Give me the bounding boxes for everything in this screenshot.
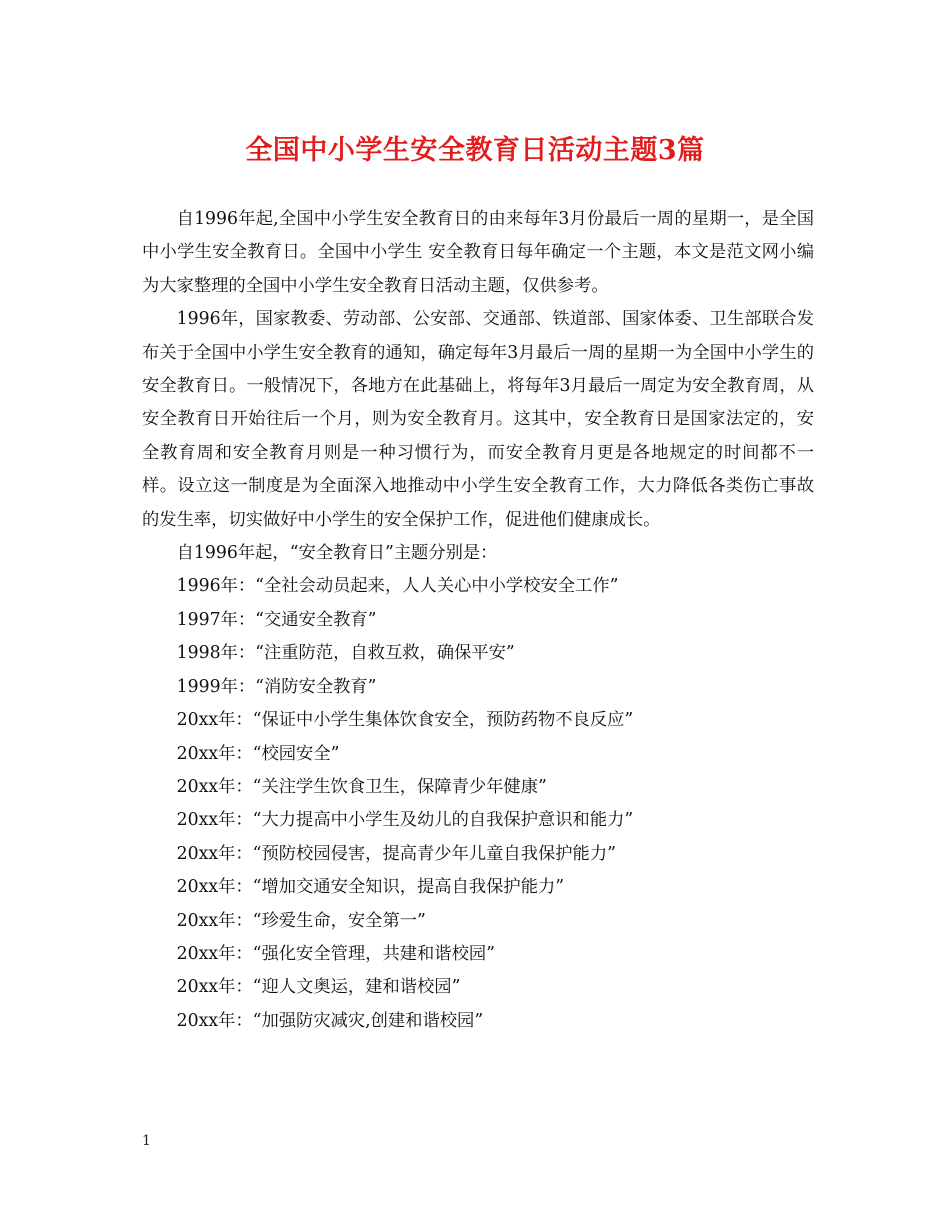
- list-item: 1998年：“注重防范，自救互救，确保平安”: [176, 643, 515, 664]
- list-item: 20xx年：“珍爱生命，安全第一”: [176, 910, 426, 931]
- list-item: 20xx年：“大力提高中小学生及幼儿的自我保护意识和能力”: [176, 810, 634, 831]
- list-item: 20xx年：“加强防灾减灾,创建和谐校园”: [176, 1010, 484, 1031]
- list-item: 20xx年：“强化安全管理，共建和谐校园”: [176, 943, 495, 964]
- intro-paragraph: 自1996年起,全国中小学生安全教育日的由来每年3月份最后一周的星期一，是全国中小学生安全教育日。全国中小学生 安全教育日每年确定一个主题，本文是范文网小编为大家整理的全国中小学生安全教育日活动主题，仅供参考。: [142, 209, 814, 296]
- themes-heading-paragraph: 自1996年起，“安全教育日”主题分别是：: [176, 543, 498, 564]
- list-item: 1996年：“全社会动员起来，人人关心中小学校安全工作”: [176, 576, 619, 597]
- list-item: 20xx年：“预防校园侵害，提高青少年儿童自我保护能力”: [176, 843, 616, 864]
- list-item: 1999年：“消防安全教育”: [176, 676, 377, 697]
- list-item: 20xx年：“增加交通安全知识，提高自我保护能力”: [176, 877, 565, 898]
- list-item: 20xx年：“校园安全”: [176, 743, 340, 764]
- page-number: 1: [142, 1133, 151, 1149]
- list-item: 1997年：“交通安全教育”: [176, 609, 377, 630]
- history-paragraph: 1996年，国家教委、劳动部、公安部、交通部、铁道部、国家体委、卫生部联合发布关于全国中小学生安全教育的通知，确定每年3月最后一周的星期一为全国中小学生的安全教育日。一般情况下，各地方在此基础上，将每年3月最后一周定为安全教育周，从安全教育日开始往后一个月，则为安全教育月。这其中，安全教育日是国家法定的，安全教育周和安全教育月则是一种习惯行为，而安全教育月更是各地规定的时间都不一样。设立这一制度是为全面深入地推动中小学生安全教育工作，大力降低各类伤亡事故的发生率，切实做好中小学生的安全保护工作，促进他们健康成长。: [142, 309, 814, 530]
- list-item: 20xx年：“迎人文奥运，建和谐校园”: [176, 977, 461, 998]
- document-body: [142, 203, 814, 1038]
- themes-list: [142, 570, 814, 1038]
- document-title: 全国中小学生安全教育日活动主题3篇: [245, 135, 705, 166]
- list-item: 20xx年：“保证中小学生集体饮食安全，预防药物不良反应”: [176, 710, 634, 731]
- list-item: 20xx年：“关注学生饮食卫生，保障青少年健康”: [176, 776, 547, 797]
